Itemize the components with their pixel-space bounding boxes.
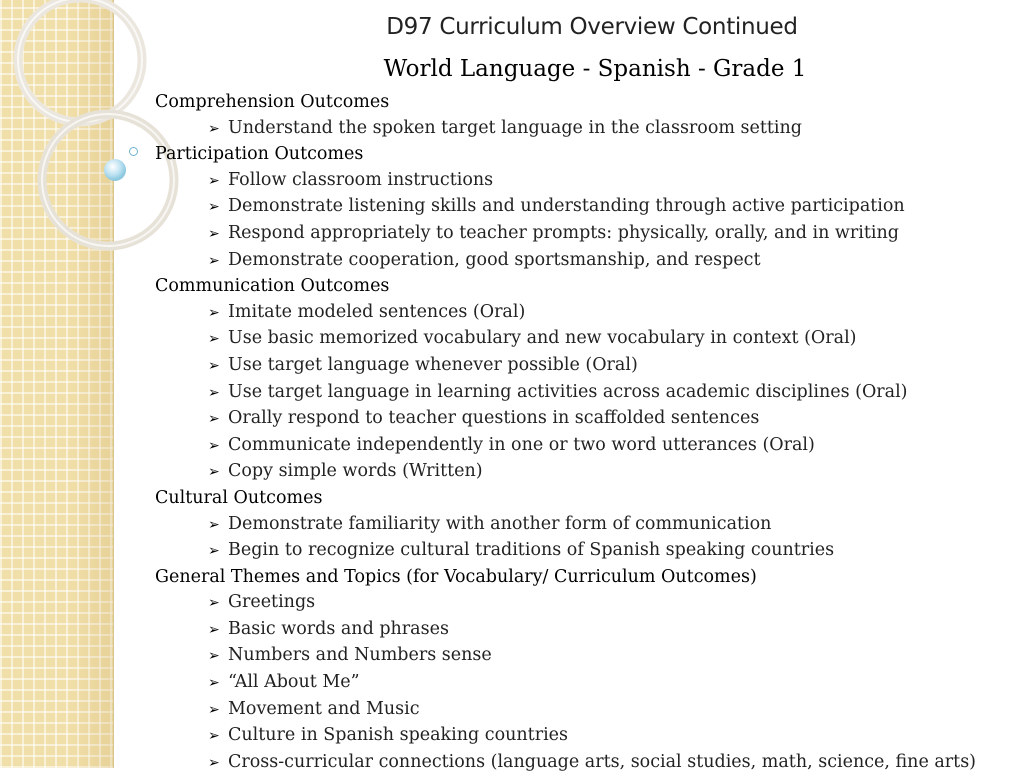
arrow-bullet-icon: ➢ [208, 384, 220, 401]
arrow-bullet-icon: ➢ [208, 675, 220, 692]
arrow-bullet-icon: ➢ [208, 172, 220, 189]
outline-item-text: Demonstrate listening skills and understanding through active participation [228, 196, 905, 217]
section-heading: Communication Outcomes [155, 276, 390, 297]
outline-item-text: Demonstrate familiarity with another form of communication [228, 513, 772, 534]
section-heading: General Themes and Topics (for Vocabulary/ Curriculum Outcomes) [155, 566, 757, 587]
decorative-bubble [104, 159, 126, 181]
outline-item [155, 590, 1015, 617]
outline-item-text: Use target language whenever possible (Oral) [228, 354, 638, 375]
outline-bullet-dot [129, 147, 138, 156]
outline-item-text: Begin to recognize cultural traditions of Spanish speaking countries [228, 540, 835, 561]
arrow-bullet-icon: ➢ [208, 304, 220, 321]
arrow-bullet-icon: ➢ [208, 621, 220, 638]
section-heading: Cultural Outcomes [155, 487, 323, 508]
outline-item [155, 380, 1015, 407]
outline-item [155, 697, 1015, 724]
outline-item [155, 221, 1015, 248]
outline-item-text: Basic words and phrases [228, 618, 449, 639]
outline-item-text: Understand the spoken target language in the classroom setting [228, 117, 802, 138]
arrow-bullet-icon: ➢ [208, 516, 220, 533]
arrow-bullet-icon: ➢ [208, 648, 220, 665]
outline-item-text: Use basic memorized vocabulary and new vocabulary in context (Oral) [228, 328, 857, 349]
outline-item [155, 670, 1015, 697]
outline-item [155, 353, 1015, 380]
section-heading: Comprehension Outcomes [155, 92, 390, 112]
outline-item [155, 116, 1015, 143]
outline-item-text: “All About Me” [228, 672, 360, 693]
outline-item-text: Imitate modeled sentences (Oral) [228, 301, 526, 322]
arrow-bullet-icon: ➢ [208, 728, 220, 745]
outline-item [155, 459, 1015, 486]
outline-item-text: Use target language in learning activities across academic disciplines (Oral) [228, 381, 908, 402]
outline-item-text: Orally respond to teacher questions in scaffolded sentences [228, 408, 760, 429]
outline-item-text: Communicate independently in one or two word utterances (Oral) [228, 434, 815, 455]
outline-item-text: Follow classroom instructions [228, 169, 494, 190]
slide-title: D97 Curriculum Overview Continued [386, 14, 798, 40]
outline-item [155, 643, 1015, 670]
outline-item-text: Respond appropriately to teacher prompts: physically, orally, and in writing [228, 222, 899, 243]
outline-item [155, 300, 1015, 327]
arrow-bullet-icon: ➢ [208, 357, 220, 374]
outline-item [155, 326, 1015, 353]
outline-item-text: Cross-curricular connections (language arts, social studies, math, science, fine arts) [228, 751, 977, 772]
outline-content [155, 90, 1015, 776]
outline-item-text: Copy simple words (Written) [228, 461, 483, 482]
outline-item [155, 168, 1015, 195]
slide-subtitle: World Language - Spanish - Grade 1 [383, 56, 807, 82]
outline-item [155, 617, 1015, 644]
arrow-bullet-icon: ➢ [208, 331, 220, 348]
arrow-bullet-icon: ➢ [208, 595, 220, 612]
outline-item [155, 406, 1015, 433]
outline-item-text: Culture in Spanish speaking countries [228, 725, 569, 746]
section-heading: Participation Outcomes [155, 144, 364, 165]
arrow-bullet-icon: ➢ [208, 543, 220, 560]
outline-item [155, 723, 1015, 750]
outline-item-text: Movement and Music [228, 698, 420, 719]
arrow-bullet-icon: ➢ [208, 199, 220, 216]
outline-item [155, 750, 1015, 776]
outline-item [155, 512, 1015, 539]
outline-item-text: Demonstrate cooperation, good sportsmanship, and respect [228, 249, 761, 270]
arrow-bullet-icon: ➢ [208, 464, 220, 481]
arrow-bullet-icon: ➢ [208, 701, 220, 718]
arrow-bullet-icon: ➢ [208, 754, 220, 771]
outline-item [155, 538, 1015, 565]
outline-item [155, 433, 1015, 460]
arrow-bullet-icon: ➢ [208, 437, 220, 454]
arrow-bullet-icon: ➢ [208, 225, 220, 242]
arrow-bullet-icon: ➢ [208, 252, 220, 269]
outline-item [155, 248, 1015, 275]
outline-item-text: Numbers and Numbers sense [228, 645, 492, 666]
outline-item [155, 194, 1015, 221]
arrow-bullet-icon: ➢ [208, 411, 220, 428]
outline-item-text: Greetings [228, 592, 316, 613]
arrow-bullet-icon: ➢ [208, 120, 220, 137]
